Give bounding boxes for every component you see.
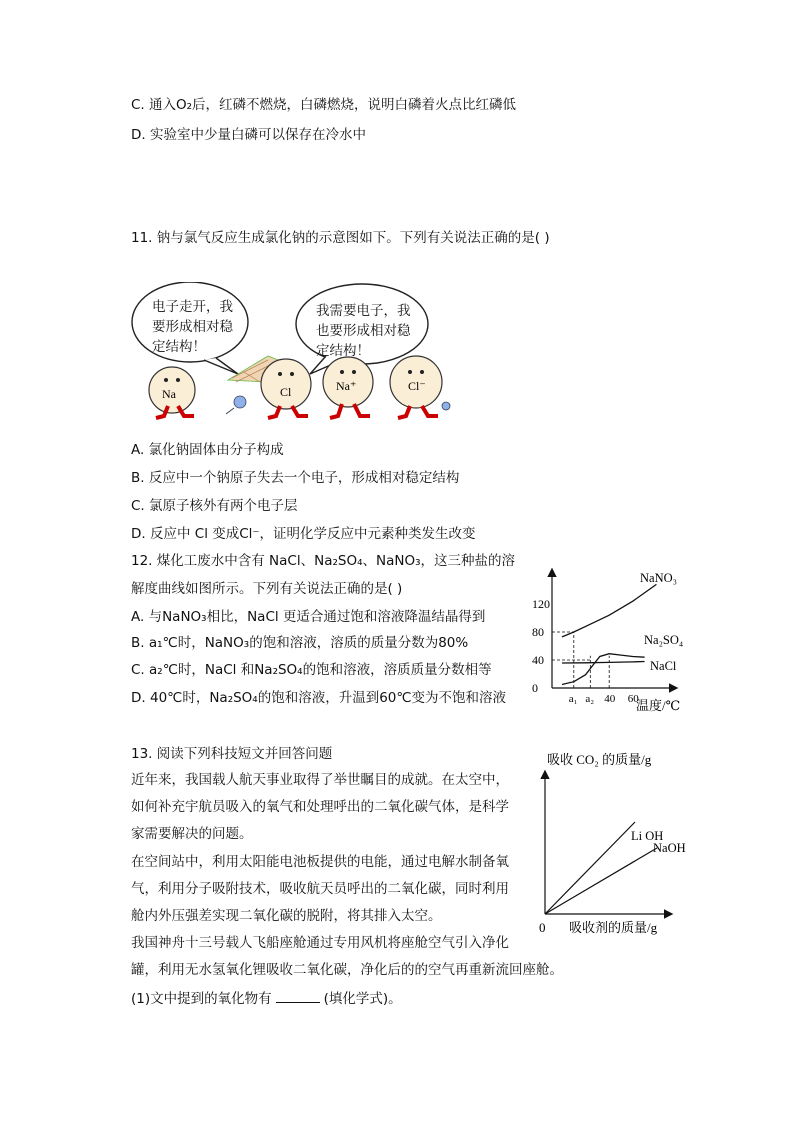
label-cl: Cl xyxy=(280,385,292,399)
origin-tick-label: 0 xyxy=(539,920,546,935)
x-axis-label: 温度/℃ xyxy=(636,698,681,713)
series-label-nano3: NaNO₃ xyxy=(640,571,677,585)
bubble-left-line-1: 电子走开，我 xyxy=(152,299,233,315)
series-line-nacl xyxy=(562,662,645,664)
q12-stem-line-2: 解度曲线如图所示。下列有关说法正确的是( ) xyxy=(131,581,403,597)
y-tick-label: 80 xyxy=(532,625,544,639)
bubble-right-line-2: 也要形成相对稳 xyxy=(316,323,411,339)
series-line-na2so4 xyxy=(562,654,645,685)
series-line-naoh xyxy=(545,848,657,914)
bubble-right-line-3: 定结构！ xyxy=(316,343,370,359)
q11-stem: 11. 钠与氯气反应生成氯化钠的示意图如下。下列有关说法正确的是( ) xyxy=(131,230,550,246)
q13-para2-line-3: 舱内外压强差实现二氧化碳的脱附，将其排入太空。 xyxy=(131,908,442,924)
q12-option-a: A. 与NaNO₃相比，NaCl 更适合通过饱和溶液降温结晶得到 xyxy=(131,609,486,625)
bubble-right-line-1: 我需要电子，我 xyxy=(316,303,411,319)
series-line-lioh xyxy=(545,822,635,914)
q10-option-c: C. 通入O₂后，红磷不燃烧，白磷燃烧，说明白磷着火点比红磷低 xyxy=(131,97,517,113)
q13-para3-line-2: 罐，利用无水氢氧化锂吸收二氧化碳，净化后的的空气再重新流回座舱。 xyxy=(131,962,563,978)
series-label-nacl: NaCl xyxy=(650,659,677,673)
q13-para1-line-2: 如何补充宇航员吸入的氧气和处理呼出的二氧化碳气体，是科学 xyxy=(131,799,509,815)
label-na-ion: Na⁺ xyxy=(336,379,357,393)
q13-para2-line-1: 在空间站中，利用太阳能电池板提供的电能，通过电解水制备氧 xyxy=(131,854,509,870)
q12-option-d: D. 40℃时，Na₂SO₄的饱和溶液，升温到60℃变为不饱和溶液 xyxy=(131,690,507,706)
co2-absorption-chart xyxy=(535,748,715,938)
q13-subquestion-1 xyxy=(131,990,402,1008)
answer-blank[interactable] xyxy=(276,990,320,1003)
x-tick-label: 40 xyxy=(604,693,616,705)
series-label-lioh: Li OH xyxy=(631,829,664,843)
series-line-nano3 xyxy=(562,584,656,637)
bubble-left-line-3: 定结构！ xyxy=(152,339,206,355)
y-tick-label: 120 xyxy=(532,597,550,611)
x-tick-label: a₂ xyxy=(585,693,595,705)
bubble-left-line-2: 要形成相对稳 xyxy=(152,319,233,335)
q13-para1-line-3: 家需要解决的问题。 xyxy=(131,826,253,842)
x-tick-label: a₁ xyxy=(568,693,578,705)
subquestion-1-text: (1)文中提到的氧化物有 xyxy=(131,991,272,1007)
series-label-na2so4: Na₂SO₄ xyxy=(644,633,684,647)
electron-icon xyxy=(234,396,246,408)
y-axis-label: 吸收 CO₂ 的质量/g xyxy=(547,752,652,767)
x-tick-label: 60 xyxy=(627,693,639,705)
y-tick-label: 0 xyxy=(532,681,538,695)
x-axis-label: 吸收剂的质量/g xyxy=(569,920,658,935)
q13-stem: 13. 阅读下列科技短文并回答问题 xyxy=(131,746,333,762)
q13-para2-line-2: 气，利用分子吸附技术，吸收航天员呼出的二氧化碳，同时利用 xyxy=(131,881,509,897)
q10-option-d: D. 实验室中少量白磷可以保存在冷水中 xyxy=(131,127,366,143)
solubility-chart xyxy=(530,566,700,716)
q12-stem-line-1: 12. 煤化工废水中含有 NaCl、Na₂SO₄、NaNO₃，这三种盐的溶 xyxy=(131,553,515,569)
q12-option-b: B. a₁℃时，NaNO₃的饱和溶液，溶质的质量分数为80% xyxy=(131,635,469,651)
subquestion-1-suffix: (填化学式)。 xyxy=(323,991,402,1007)
q13-para1-line-1: 近年来，我国载人航天事业取得了举世瞩目的成就。在太空中， xyxy=(131,772,509,788)
label-cl-ion: Cl⁻ xyxy=(408,379,426,393)
q12-option-c: C. a₂℃时，NaCl 和Na₂SO₄的饱和溶液，溶质质量分数相等 xyxy=(131,662,492,678)
y-tick-label: 40 xyxy=(532,653,544,667)
series-label-naoh: NaOH xyxy=(653,841,686,855)
q13-para3-line-1: 我国神舟十三号载人飞船座舱通过专用风机将座舱空气引入净化 xyxy=(131,935,509,951)
q11-option-c: C. 氯原子核外有两个电子层 xyxy=(131,498,298,514)
q11-option-a: A. 氯化钠固体由分子构成 xyxy=(131,442,284,458)
label-na: Na xyxy=(162,387,176,401)
q11-option-d: D. 反应中 Cl 变成Cl⁻，证明化学反应中元素种类发生改变 xyxy=(131,526,476,542)
q11-option-b: B. 反应中一个钠原子失去一个电子，形成相对稳定结构 xyxy=(131,470,460,486)
